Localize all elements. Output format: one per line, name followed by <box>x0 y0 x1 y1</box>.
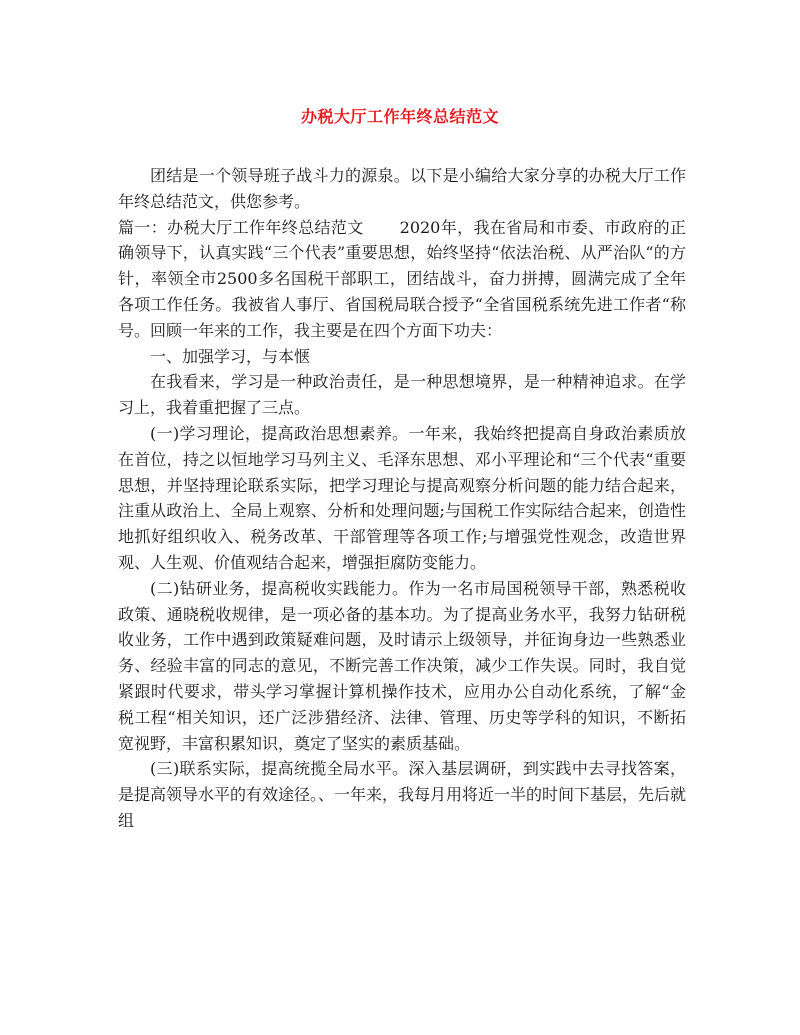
point-two-paragraph: (二)钻研业务，提高税收实践能力。作为一名市局国税领导干部，熟悉税收政策、通晓税收规律，是一项必备的基本功。为了提高业务水平，我努力钻研税收业务，工作中遇到政策疑难问题，及时请示上级领导，并征询身边一些熟悉业务、经验丰富的同志的意见，不断完善工作决策，减少工作失误。同时，我自觉紧跟时代要求，带头学习掌握计算机操作技术，应用办公自动化系统，了解“金税工程“相关知识，还广泛涉猎经济、法律、管理、历史等学科的知识，不断拓宽视野，丰富积累知识，奠定了坚实的素质基础。 <box>118 578 686 753</box>
article-opening: 2020年，我在省局和市委、市政府的正确领导下，认真实践“三个代表”重要思想，始终坚持“依法治税、从严治队“的方针，率领全市2500多名国税干部职工，团结战斗，奋力拼搏，圆满完成了全年各项工作任务。我被省人事厅、省国税局联合授予“全省国税系统先进工作者“称号。回顾一年来的工作，我主要是在四个方面下功夫： <box>118 217 686 340</box>
document-body <box>118 163 686 834</box>
section-intro-paragraph: 在我看来，学习是一种政治责任，是一种思想境界，是一种精神追求。在学习上，我着重把握了三点。 <box>118 372 686 418</box>
section-heading: 一、加强学习，与本惬 <box>150 346 311 366</box>
document-title: 办税大厅工作年终总结范文 <box>300 107 499 126</box>
point-one-paragraph: (一)学习理论，提高政治思想素养。一年来，我始终把提高自身政治素质放在首位，持之以恒地学习马列主义、毛泽东思想、邓小平理论和“三个代表“重要思想，并坚持理论联系实际，把学习理论与提高观察分析问题的能力结合起来，注重从政治上、全局上观察、分析和处理问题;与国税工作实际结合起来，创造性地抓好组织收入、税务改革、干部管理等各项工作;与增强党性观念，改造世界观、人生观、价值观结合起来，增强拒腐防变能力。 <box>118 423 686 572</box>
article-heading: 篇一：办税大厅工作年终总结范文 <box>118 217 364 237</box>
intro-paragraph: 团结是一个领导班子战斗力的源泉。以下是小编给大家分享的办税大厅工作年终总结范文，供您参考。 <box>118 166 686 211</box>
point-three-paragraph: (三)联系实际，提高统揽全局水平。深入基层调研，到实践中去寻找答案，是提高领导水平的有效途径。、一年来，我每月用将近一半的时间下基层，先后就组 <box>118 759 687 830</box>
article-first-paragraph <box>118 215 686 344</box>
